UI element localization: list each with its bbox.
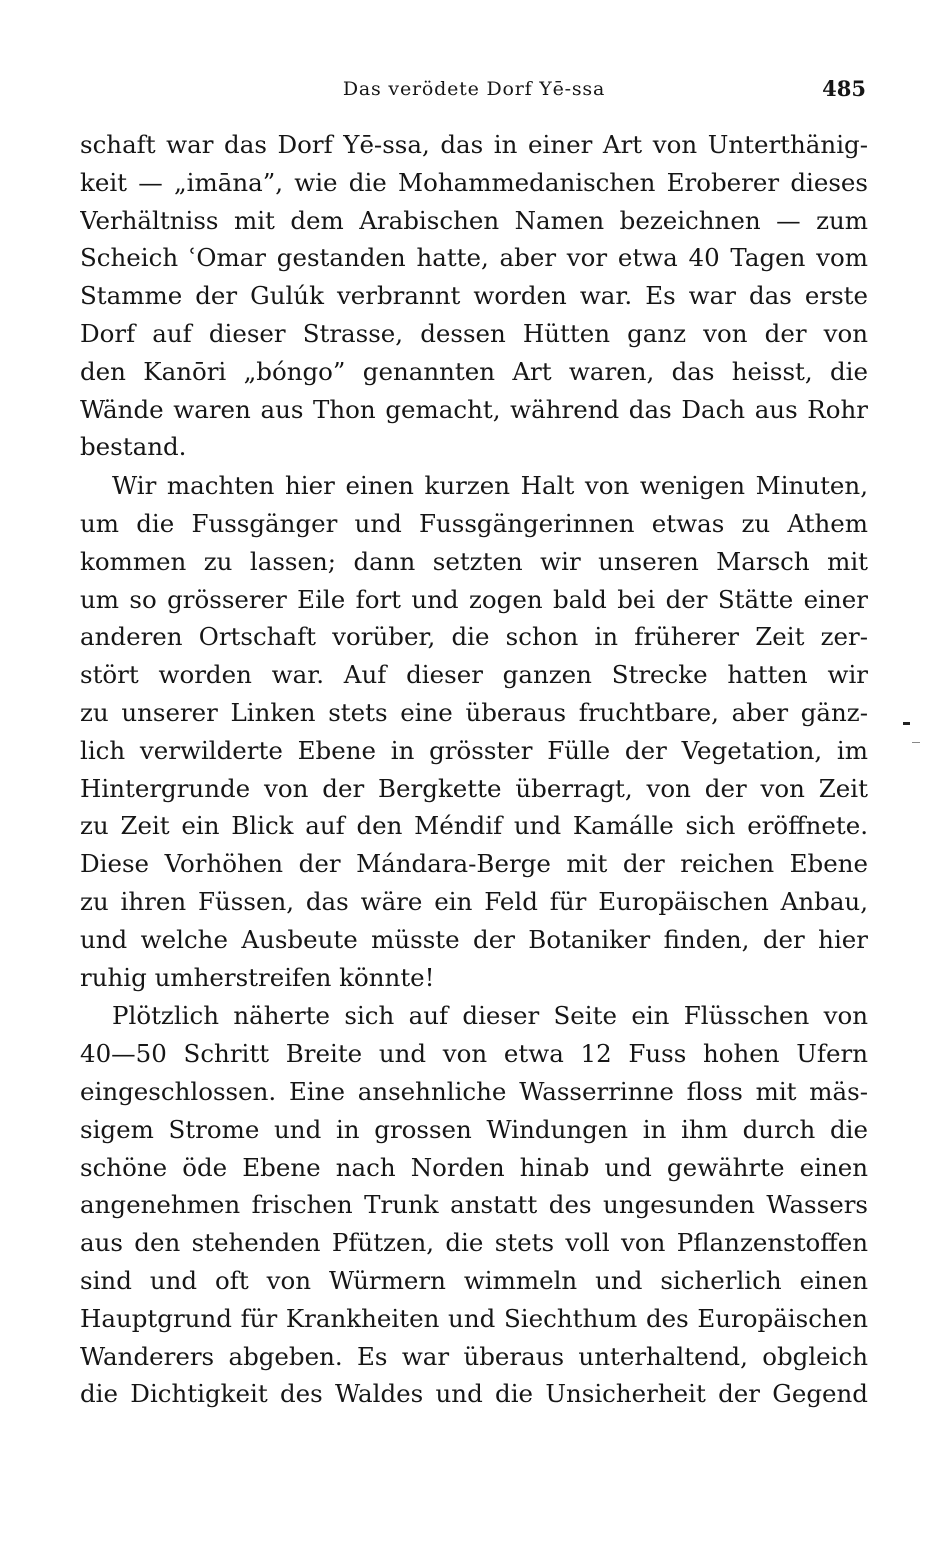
text-line: kommen zu lassen; dann setzten wir unseren Marsch mit [80, 546, 868, 576]
paragraph [80, 126, 868, 466]
text-line: bestand. [80, 432, 187, 462]
text-line: anderen Ortschaft vorüber, die schon in früherer Zeit zer- [80, 622, 868, 652]
text-line: sigem Strome und in grossen Windungen in ihm durch die [80, 1114, 868, 1144]
text-line: um die Fussgänger und Fussgängerinnen etwas zu Athem [80, 508, 868, 538]
running-title: Das verödete Dorf Yē-ssa [342, 78, 606, 100]
text-line: schaft war das Dorf Yē-ssa, das in einer Art von Unterthänig- [80, 130, 868, 159]
text-line: angenehmen frischen Trunk anstatt des ungesunden Wassers [80, 1190, 868, 1220]
margin-mark [903, 722, 910, 725]
text-line: Hauptgrund für Krankheiten und Siechthum des Europäischen [80, 1303, 868, 1333]
text-line: keit — „imāna”, wie die Mohammedanischen Eroberer dieses [80, 167, 868, 197]
body-text [80, 126, 868, 1413]
text-line: Hintergrunde von der Bergkette überragt, von der von Zeit [80, 773, 868, 803]
margin-tick [912, 742, 920, 743]
text-line: eingeschlossen. Eine ansehnliche Wasserrinne floss mit mäs- [80, 1076, 868, 1106]
text-line: Wanderers abgeben. Es war überaus unterhaltend, obgleich [80, 1341, 868, 1371]
text-line: zu unserer Linken stets eine überaus fruchtbare, aber gänz- [80, 697, 868, 727]
text-line: ruhig umherstreifen könnte! [80, 962, 435, 992]
text-line: Wände waren aus Thon gemacht, während das Dach aus Rohr [80, 394, 868, 424]
text-line: Dorf auf dieser Strasse, dessen Hütten ganz von der von [80, 318, 868, 348]
text-line: stört worden war. Auf dieser ganzen Strecke hatten wir [80, 660, 868, 690]
text-line: 40—50 Schritt Breite und von etwa 12 Fuss hohen Ufern [80, 1039, 868, 1069]
text-line: sind und oft von Würmern wimmeln und sicherlich einen [80, 1265, 868, 1295]
running-header [80, 72, 868, 106]
text-line: zu Zeit ein Blick auf den Méndif und Kamálle sich eröffnete. [80, 811, 868, 841]
text-line: die Dichtigkeit des Waldes und die Unsicherheit der Gegend [80, 1379, 868, 1409]
paragraph [80, 997, 868, 1413]
text-line: den Kanōri „bóngo” genannten Art waren, das heisst, die [80, 356, 868, 386]
text-line: Diese Vorhöhen der Mándara-Berge mit der reichen Ebene [80, 849, 868, 879]
text-line: und welche Ausbeute müsste der Botaniker finden, der hier [80, 924, 868, 954]
page-number: 485 [822, 76, 866, 101]
text-line: lich verwilderte Ebene in grösster Fülle der Vegetation, im [80, 735, 868, 765]
text-line: zu ihren Füssen, das wäre ein Feld für Europäischen Anbau, [80, 886, 868, 916]
paragraph [80, 467, 868, 996]
text-line: Verhältniss mit dem Arabischen Namen bezeichnen — zum [80, 205, 868, 235]
text-line: Stamme der Gulúk verbrannt worden war. Es war das erste [80, 281, 868, 311]
text-line: um so grösserer Eile fort und zogen bald bei der Stätte einer [80, 584, 868, 614]
text-line: Wir machten hier einen kurzen Halt von wenigen Minuten, [112, 471, 868, 501]
text-line: aus den stehenden Pfützen, die stets voll von Pflanzenstoffen [80, 1228, 868, 1258]
text-line: Scheich ʿOmar gestanden hatte, aber vor etwa 40 Tagen vom [80, 243, 868, 273]
text-line: schöne öde Ebene nach Norden hinab und gewährte einen [80, 1152, 868, 1182]
text-line: Plötzlich näherte sich auf dieser Seite ein Flüsschen von [112, 1001, 868, 1031]
